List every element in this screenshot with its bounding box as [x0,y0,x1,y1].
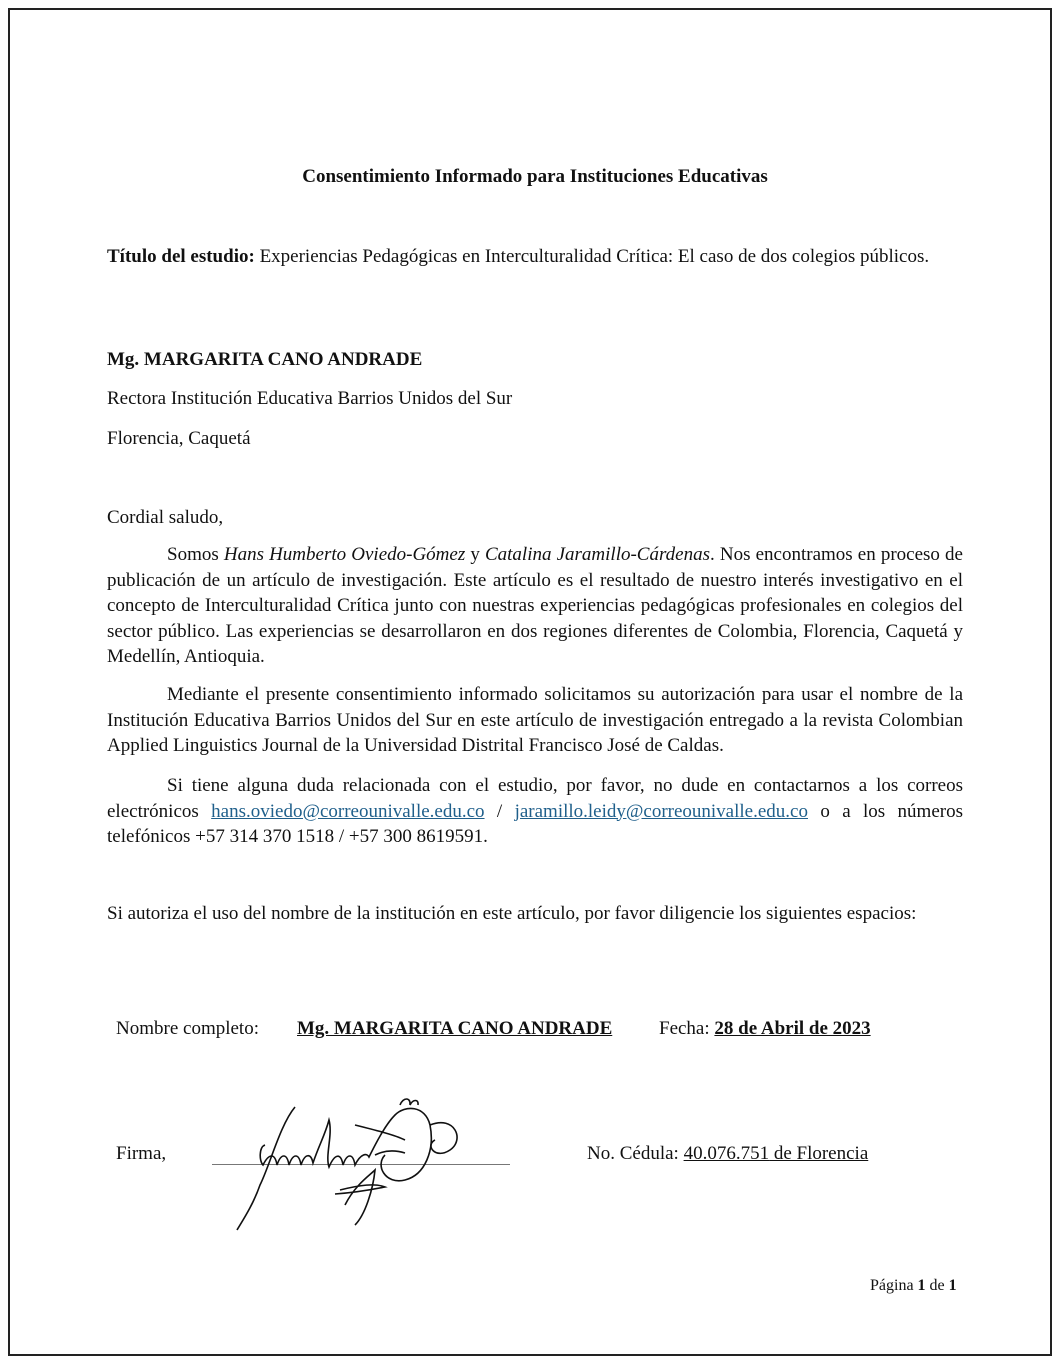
greeting: Cordial saludo, [107,507,224,528]
name-label: Nombre completo: [116,1018,259,1039]
date-field [659,1018,871,1040]
date-value: 28 de Abril de 2023 [714,1018,871,1039]
signature-image [225,1095,485,1235]
page-current: 1 [917,1277,926,1294]
paragraph-2: Mediante el presente consentimiento informado solicitamos su autorización para usar el nombre de la Institución Educativa Barrios Unidos del Sur en este artículo de investigación entregado a la revista Colombian Applied Linguistics Journal de la Universidad Distrital Francisco José de Caldas. [107,684,963,757]
study-title [107,244,963,270]
date-label: Fecha: [659,1018,710,1039]
recipient-role: Rectora Institución Educativa Barrios Unidos del Sur [107,388,513,409]
p1-rest: . Nos encontramos en proceso de publicación de un artículo de investigación. Este artículo es el resultado de nuestro interés investigativo en el concepto de Interculturalidad Crítica junto con nuestras experiencias pedagógicas profesionales en colegios del sector público. Las experiencias se desarrollaron en dos regiones diferentes de Colombia, Florencia, Caquetá y Medellín, Antioquia. [107,544,963,668]
paragraph-4: Si autoriza el uso del nombre de la institución en este artículo, por favor diligencie los siguientes espacios: [107,903,917,924]
email-separator: / [484,800,515,822]
study-label: Título del estudio: [107,246,255,267]
study-title-text: Experiencias Pedagógicas en Interculturalidad Crítica: El caso de dos colegios públicos. [259,246,930,267]
paragraph-3 [107,773,963,850]
recipient-city: Florencia, Caquetá [107,428,251,449]
document-title: Consentimiento Informado para Instituciones Educativas [302,166,768,187]
id-value: 40.076.751 [683,1143,770,1164]
email-link-2[interactable]: jaramillo.leidy@correounivalle.edu.co [514,800,808,822]
p3-start: Si tiene alguna duda relacionada con el estudio, por favor, no dude en contactarnos a los correos electrónicos [107,775,963,822]
recipient-name: Mg. MARGARITA CANO ANDRADE [107,349,423,370]
id-value-group [684,1143,869,1164]
page-total: 1 [948,1277,957,1294]
author-1: Hans Humberto Oviedo-Gómez [223,544,466,565]
page-of: de [925,1277,949,1294]
p1-and: y [465,544,485,565]
email-link-1[interactable]: hans.oviedo@correounivalle.edu.co [211,800,485,822]
p1-start: Somos [167,544,224,565]
id-field [587,1143,868,1165]
p3-end: o a los números telefónicos +57 314 370 1518 / +57 300 8619591. [107,800,963,848]
paragraph-1 [107,542,963,670]
name-value: Mg. MARGARITA CANO ANDRADE [297,1018,613,1039]
id-label: No. Cédula: [587,1143,679,1164]
signature-label: Firma, [116,1143,167,1164]
page-label: Página [870,1277,918,1294]
author-2: Catalina Jaramillo-Cárdenas [484,544,710,565]
id-city: de Florencia [769,1143,869,1164]
page-number [870,1277,957,1295]
